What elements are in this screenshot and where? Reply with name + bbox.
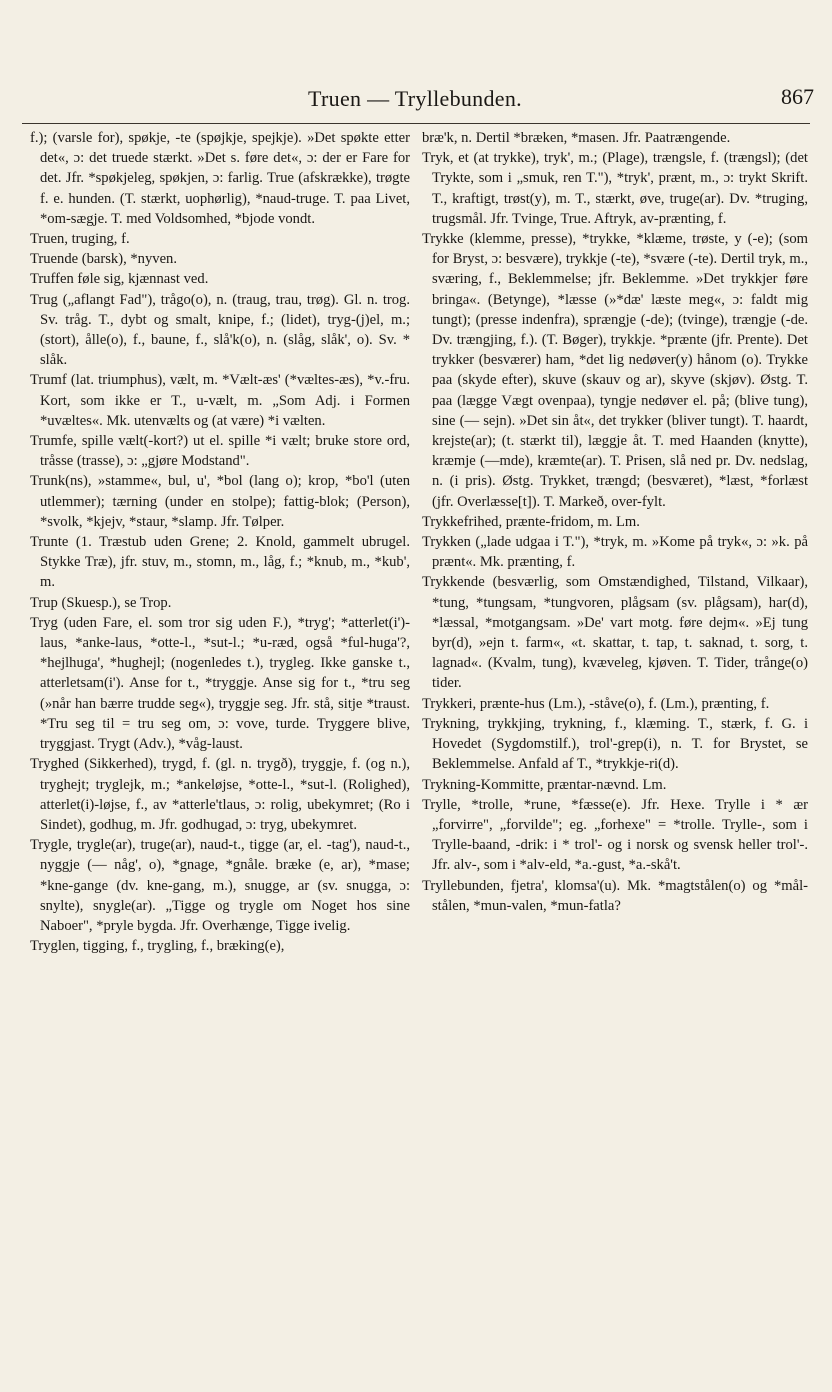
dictionary-entry: Truende (barsk), *nyven. bbox=[30, 251, 177, 268]
dictionary-entry: Trykkeri, prænte-hus (Lm.), -ståve(o), f. (Lm.), prænting, f. bbox=[422, 695, 770, 712]
right-column bbox=[422, 128, 808, 1378]
dictionary-entry: Trumf (lat. triumphus), vælt, m. *Vælt-æs' (*væltes-æs), *v.-fru. Kort, som ikke er T., u-vælt, m. „Som Adj. i Formen *uvæltes«. Mk. utenvælts og (at være) *i vælten. bbox=[30, 372, 410, 429]
dictionary-entry: Trykkefrihed, prænte-fridom, m. Lm. bbox=[422, 513, 640, 530]
dictionary-entry: Trylle, *trolle, *rune, *fæsse(e). Jfr. Hexe. Trylle i * ær „forvirre", „forvilde"; eg. „forhexe" = *trolle. Trylle-, som i Trylle-baand, -drik: i * trol'- og i norsk og svensk heller trol'-. Jfr. alv-, som i *alv-eld, *a.-gust, *a.-skå't. bbox=[422, 796, 808, 874]
dictionary-entry: Truffen føle sig, kjænnast ved. bbox=[30, 271, 209, 288]
dictionary-entry: Truen, truging, f. bbox=[30, 231, 130, 248]
dictionary-entry: Tryg (uden Fare, el. som tror sig uden F.), *tryg'; *atterlet(i')-laus, *anke-laus, *otte-l., *sut-l.; *u-ræd, også *ful-huga'?, *hejlhuga', *hughejl; (nogenledes t.), trygleg. Ikke ganske t., atterletsam(i'). Anse for t., *tryggje. Anse sig for t., *tru seg (»når han bærre trudde seg«), tryggje seg. Jfr. stå, sitje *traust. *Tru seg til = tru seg om, ɔ: vove, turde. Tryggere blive, tryggjast. Trygt (Adv.), *våg-laust. bbox=[30, 614, 410, 753]
dictionary-entry: bræ'k, n. Dertil *bræken, *masen. Jfr. Paatrængende. bbox=[422, 130, 731, 146]
left-column bbox=[30, 128, 410, 1378]
dictionary-entry: Trumfe, spille vælt(-kort?) ut el. spille *i vælt; bruke store ord, tråsse (trasse), ɔ: „gjøre Modstand". bbox=[30, 433, 410, 470]
dictionary-entry: Trykning, trykkjing, trykning, f., klæming. T., stærk, f. G. i Hovedet (Sygdomstilf.), trol'-grep(i), n. T. for Brystet, se Beklemmelse. Anfald af T., *trykkje-ri(d). bbox=[422, 715, 808, 773]
dictionary-entry: Tryglen, tigging, f., trygling, f., bræking(e), bbox=[30, 938, 285, 955]
page-header bbox=[16, 84, 814, 118]
dictionary-entry: Trykning-Kommitte, præntar-nævnd. Lm. bbox=[422, 776, 667, 793]
dictionary-entry: Tryllebunden, fjetra', klomsa'(u). Mk. *magtstålen(o) og *mål-stålen, *mun-valen, *mun-fatla? bbox=[422, 877, 808, 914]
page-number: 867 bbox=[781, 84, 814, 109]
header-rule bbox=[22, 123, 810, 124]
dictionary-entry: Tryk, et (at trykke), tryk', m.; (Plage), trængsle, f. (trængsl); (det Trykte, som i „smuk, ren T."), *tryk', prænt, m., ɔ: trykt Skrift. T., kraftigt, trøst(y), m. T., stærkt, øve, truge(ar). Dv. *truging, trugsmål. Jfr. Tvinge, True. Aftryk, av-prænting, f. bbox=[422, 150, 808, 227]
dictionary-entry: Trykkende (besværlig, som Omstændighed, Tilstand, Vilkaar), *tung, *tungsam, *tungvoren, plågsam (sv. plågsam), har(d), *læssal, *motgangsam. »De' vart motg. føre dejm«. »Ej tung byr(d), »ejn t. farm«, «t. skattar, t. tap, t. saknad, t. sorg, t. lagnad«. (Kvalm, tung), kvæveleg, kjøven. T. Tider, trånge(o) tider. bbox=[422, 574, 808, 692]
running-head: Truen — Tryllebunden. bbox=[308, 86, 522, 111]
dictionary-entry: Trunk(ns), »stamme«, bul, u', *bol (lang o); krop, *bo'l (uten utlemmer); tærning (under en stolpe); fattig-blok; (Person), *svolk, *kjejv, *staur, *slamp. Jfr. Tølper. bbox=[30, 473, 410, 530]
dictionary-entry: Trug („aflangt Fad"), trågo(o), n. (traug, trau, trøg). Gl. n. trog. Sv. tråg. T., dybt og smalt, knipe, f.; (lidet), tryg-(j)el, m.; (stort), ålle(o), f., baune, f., slå'k(o), n. (slåg, slåk', o). Sv. * slåk. bbox=[30, 291, 410, 369]
dictionary-entry: Trykken („lade udgaa i T."), *tryk, m. »Kome på tryk«, ɔ: »k. på prænt«. Mk. prænting, f. bbox=[422, 534, 808, 571]
dictionary-entry: Trykke (klemme, presse), *trykke, *klæme, trøste, y (-e); (som for Bryst, ɔ: besvære), trykkje (-te), *svære (-te). Dertil tryk, m., sværing, f., Beklemmelse; jfr. Beklemme. »Det trykkjer føre bringa«. (Betynge), *læsse (»*dæ' læste meg«, ɔ: faldt mig tungt); (presse indenfra), sprængje (-de); (tvinge), trængje (-de. Dv. trængjing, f.). (T. Bøger), trykkje. *prænte (jfr. Prente). Det trykker (besværer) ham, *det lig nedøver(y) hånom (o). Trykke paa (skyde efter), skuve (skauv og ar), skyve (skjøv). Østg. T. paa (lægge Vægt ovenpaa), tyngje nedøver el. på; (blive tung), sine (— sejn). »Det sin åt«, det trykker (bliver tungt). T. haardt, krejste(ar); (t. stærkt til), læggje åt. T. med Haanden (knytte), kræmje (—mde), kræmte(ar). T. Prisen, slå ned pr. Dv. nedslag, n. (i pris). Østg. Trykket, trængd; (besværet), *læst, *forlæst (jfr. Overlæsse[t]). T. Markeð, over-fylt. bbox=[422, 231, 808, 510]
dictionary-entry: Tryghed (Sikkerhed), trygd, f. (gl. n. trygð), tryggje, f. (og n.), tryghejt; tryglejk, m.; *ankeløjse, *otte-l., *sut-l. (Rolighed), atterlet(i)-løjse, f., av *atterle'tlaus, ɔ: rolig, ubekymret; (Ro i Sindet), godhug, m. Jfr. godhugad, ɔ: tryg, ubekymret. bbox=[30, 756, 410, 833]
dictionary-entry: Trygle, trygle(ar), truge(ar), naud-t., tigge (ar, el. -tag'), naud-t., nyggje (— någ', o), *gnage, *gnåle. bræke (e, ar), *mase; *kne-gange (dv. kne-gang, m.), snugge, ar (sv. snugga, ɔ: snylte), snygle(ar). „Tigge og trygle om Noget hos sine Naboer", *pryle bygda. Jfr. Overhænge, Tigge ivelig. bbox=[30, 837, 410, 934]
dictionary-entry: Trup (Skuesp.), se Trop. bbox=[30, 594, 172, 611]
dictionary-entry: f.); (varsle for), spøkje, -te (spøjkje, spejkje). »Det spøkte etter det«, ɔ: det truede stærkt. »Det s. føre det«, ɔ: der er Fare for det. Jfr. *spøkjeleg, spøkjen, ɔ: farlig. True (afskrække), trøgte f. e. hunden. (T. stærkt, uophørlig), *naud-truge. T. paa Livet, *om-sægje. T. med Voldsomhed, *bjode vondt. bbox=[30, 130, 410, 227]
dictionary-entry: Trunte (1. Træstub uden Grene; 2. Knold, gammelt ubrugel. Stykke Træ), jfr. stuv, m., stomn, m., låg, f.; *knub, m., *kub', m. bbox=[30, 534, 410, 591]
